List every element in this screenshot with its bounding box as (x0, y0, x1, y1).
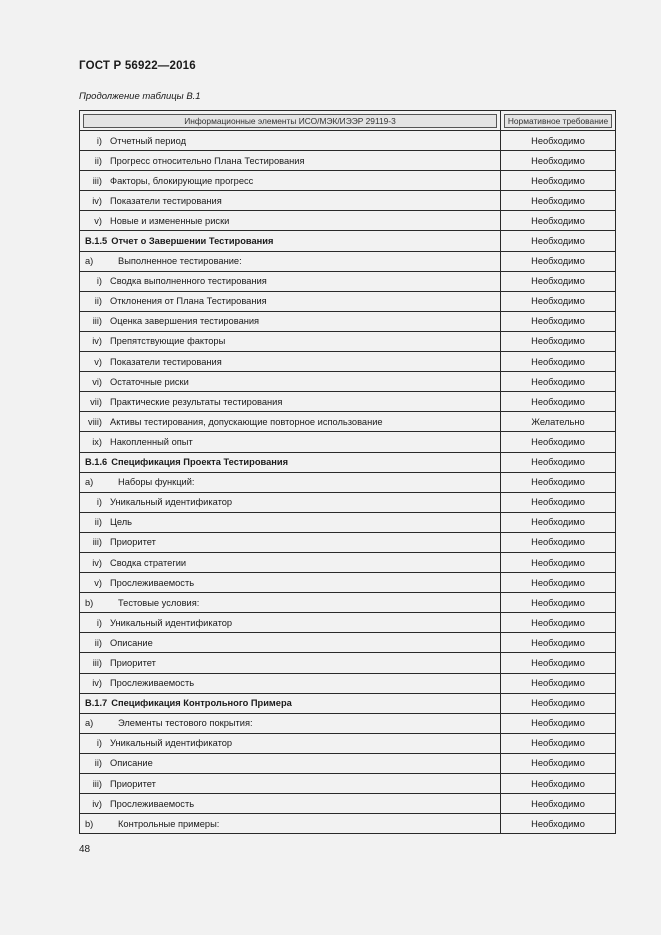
requirement-cell: Необходимо (501, 774, 616, 794)
table-row (80, 794, 616, 814)
requirement-cell: Необходимо (501, 492, 616, 512)
item-text: Приоритет (110, 657, 156, 668)
item-number: vi) (92, 376, 102, 387)
requirement-cell: Необходимо (501, 311, 616, 331)
item-number: a) (85, 256, 94, 267)
table-row (80, 552, 616, 572)
element-cell (80, 713, 501, 733)
item-text: Описание (110, 758, 153, 769)
item-text: Приоритет (110, 778, 156, 789)
element-cell (80, 613, 501, 633)
item-number: b) (85, 818, 94, 829)
item-number: i) (96, 497, 102, 508)
element-cell (80, 432, 501, 452)
table-row (80, 191, 616, 211)
element-cell (80, 372, 501, 392)
item-number: iii) (92, 537, 102, 548)
item-number: iii) (92, 316, 102, 327)
item-number: viii) (88, 416, 102, 427)
element-cell (80, 131, 501, 151)
item-number: v) (94, 356, 102, 367)
requirement-cell: Необходимо (501, 352, 616, 372)
element-cell (80, 552, 501, 572)
requirement-cell: Необходимо (501, 251, 616, 271)
item-text: Уникальный идентификатор (110, 617, 233, 628)
item-text: Элементы тестового покрытия: (118, 718, 253, 729)
item-text: Сводка выполненного тестирования (110, 276, 267, 287)
item-number: В.1.6 (85, 457, 108, 468)
requirement-cell: Необходимо (501, 171, 616, 191)
item-text: Накопленный опыт (110, 436, 193, 447)
element-cell (80, 271, 501, 291)
item-text: Контрольные примеры: (118, 818, 220, 829)
requirement-cell: Необходимо (501, 593, 616, 613)
table-row (80, 331, 616, 351)
column-header-elements (80, 111, 501, 131)
element-cell (80, 231, 501, 251)
column-header-requirement-label: Нормативное требование (504, 114, 612, 128)
item-text: Выполненное тестирование: (118, 256, 242, 267)
element-cell (80, 311, 501, 331)
item-number: v) (94, 215, 102, 226)
item-text: Сводка стратегии (110, 557, 187, 568)
item-number: i) (96, 276, 102, 287)
element-cell (80, 452, 501, 472)
element-cell (80, 492, 501, 512)
table-row (80, 512, 616, 532)
table-row (80, 532, 616, 552)
requirement-cell: Необходимо (501, 291, 616, 311)
item-number: ii) (94, 155, 102, 166)
item-number: i) (96, 617, 102, 628)
item-number: iii) (92, 778, 102, 789)
table-row (80, 713, 616, 733)
table-row (80, 211, 616, 231)
column-header-elements-label: Информационные элементы ИСО/МЭК/ИЭЭР 29119-3 (83, 114, 497, 128)
element-cell (80, 814, 501, 834)
item-text: Отклонения от Плана Тестирования (110, 296, 267, 307)
table-row (80, 131, 616, 151)
column-header-requirement (501, 111, 616, 131)
requirement-cell: Необходимо (501, 673, 616, 693)
table-row (80, 733, 616, 753)
item-number: v) (94, 577, 102, 588)
table-row (80, 653, 616, 673)
item-text: Тестовые условия: (118, 597, 200, 608)
table-row (80, 753, 616, 773)
item-text: Описание (110, 637, 153, 648)
item-text: Практические результаты тестирования (110, 396, 283, 407)
table-row (80, 593, 616, 613)
requirement-cell: Необходимо (501, 693, 616, 713)
element-cell (80, 774, 501, 794)
table-row (80, 291, 616, 311)
table-body (80, 131, 616, 834)
element-cell (80, 693, 501, 713)
item-number: a) (85, 477, 94, 488)
item-number: b) (85, 597, 94, 608)
requirement-cell: Необходимо (501, 472, 616, 492)
requirement-cell: Необходимо (501, 794, 616, 814)
requirement-cell: Необходимо (501, 633, 616, 653)
element-cell (80, 472, 501, 492)
table-row (80, 392, 616, 412)
requirement-cell: Необходимо (501, 753, 616, 773)
item-text: Уникальный идентификатор (110, 738, 233, 749)
item-text: Прослеживаемость (110, 678, 195, 689)
requirement-cell: Необходимо (501, 613, 616, 633)
table-row (80, 693, 616, 713)
item-number: ii) (94, 517, 102, 528)
element-cell (80, 673, 501, 693)
item-number: a) (85, 718, 94, 729)
element-cell (80, 794, 501, 814)
item-text: Наборы функций: (118, 477, 195, 488)
document-id: ГОСТ Р 56922—2016 (79, 60, 196, 72)
table-row (80, 251, 616, 271)
item-text: Уникальный идентификатор (110, 497, 233, 508)
element-cell (80, 352, 501, 372)
requirement-cell: Необходимо (501, 432, 616, 452)
requirement-cell: Необходимо (501, 151, 616, 171)
table-row (80, 452, 616, 472)
item-number: i) (96, 738, 102, 749)
table-row (80, 633, 616, 653)
item-number: iv) (92, 195, 102, 206)
requirement-cell: Необходимо (501, 653, 616, 673)
item-text: Отчет о Завершении Тестирования (111, 236, 274, 247)
element-cell (80, 593, 501, 613)
element-cell (80, 653, 501, 673)
item-text: Прогресс относительно Плана Тестирования (110, 155, 305, 166)
requirement-cell: Необходимо (501, 271, 616, 291)
item-number: iv) (92, 336, 102, 347)
item-text: Спецификация Контрольного Примера (111, 698, 292, 709)
requirement-cell: Необходимо (501, 573, 616, 593)
element-cell (80, 633, 501, 653)
requirement-cell: Желательно (501, 412, 616, 432)
element-cell (80, 512, 501, 532)
requirement-cell: Необходимо (501, 191, 616, 211)
element-cell (80, 532, 501, 552)
item-text: Спецификация Проекта Тестирования (111, 457, 289, 468)
item-text: Остаточные риски (110, 376, 189, 387)
table-row (80, 311, 616, 331)
requirements-table (79, 110, 616, 834)
table-row (80, 372, 616, 392)
element-cell (80, 191, 501, 211)
table-row (80, 774, 616, 794)
item-text: Прослеживаемость (110, 798, 195, 809)
element-cell (80, 412, 501, 432)
page-number: 48 (79, 844, 91, 855)
requirement-cell: Необходимо (501, 512, 616, 532)
table-row (80, 814, 616, 834)
element-cell (80, 573, 501, 593)
item-number: iii) (92, 175, 102, 186)
element-cell (80, 251, 501, 271)
item-number: ii) (94, 758, 102, 769)
requirement-cell: Необходимо (501, 452, 616, 472)
element-cell (80, 151, 501, 171)
table-row (80, 492, 616, 512)
item-number: iv) (92, 678, 102, 689)
element-cell (80, 392, 501, 412)
table-row (80, 673, 616, 693)
item-text: Приоритет (110, 537, 156, 548)
element-cell (80, 211, 501, 231)
item-number: ii) (94, 296, 102, 307)
requirement-cell: Необходимо (501, 392, 616, 412)
table-row (80, 151, 616, 171)
item-text: Показатели тестирования (110, 356, 222, 367)
item-number: iv) (92, 557, 102, 568)
item-number: В.1.5 (85, 236, 108, 247)
requirement-cell: Необходимо (501, 814, 616, 834)
requirement-cell: Необходимо (501, 211, 616, 231)
item-text: Факторы, блокирующие прогресс (110, 175, 254, 186)
table-row (80, 352, 616, 372)
item-number: iv) (92, 798, 102, 809)
requirement-cell: Необходимо (501, 372, 616, 392)
item-text: Препятствующие факторы (110, 336, 226, 347)
item-text: Новые и измененные риски (110, 215, 230, 226)
item-text: Отчетный период (110, 135, 187, 146)
requirement-cell: Необходимо (501, 532, 616, 552)
table-row (80, 271, 616, 291)
element-cell (80, 291, 501, 311)
requirement-cell: Необходимо (501, 231, 616, 251)
requirement-cell: Необходимо (501, 131, 616, 151)
item-number: ii) (94, 637, 102, 648)
element-cell (80, 733, 501, 753)
item-number: i) (96, 135, 102, 146)
item-text: Активы тестирования, допускающие повторное использование (110, 416, 383, 427)
item-number: vii) (90, 396, 102, 407)
item-number: В.1.7 (85, 698, 108, 709)
table-header-row (80, 111, 616, 131)
item-text: Показатели тестирования (110, 195, 222, 206)
table-row (80, 231, 616, 251)
table-row (80, 171, 616, 191)
item-text: Оценка завершения тестирования (110, 316, 260, 327)
item-text: Прослеживаемость (110, 577, 195, 588)
table-row (80, 573, 616, 593)
item-number: iii) (92, 657, 102, 668)
element-cell (80, 331, 501, 351)
element-cell (80, 171, 501, 191)
table-caption: Продолжение таблицы В.1 (79, 91, 201, 102)
item-number: ix) (92, 436, 102, 447)
requirement-cell: Необходимо (501, 713, 616, 733)
table-row (80, 613, 616, 633)
requirement-cell: Необходимо (501, 733, 616, 753)
table-row (80, 412, 616, 432)
requirement-cell: Необходимо (501, 552, 616, 572)
table-row (80, 472, 616, 492)
item-text: Цель (110, 517, 133, 528)
element-cell (80, 753, 501, 773)
table-row (80, 432, 616, 452)
requirement-cell: Необходимо (501, 331, 616, 351)
